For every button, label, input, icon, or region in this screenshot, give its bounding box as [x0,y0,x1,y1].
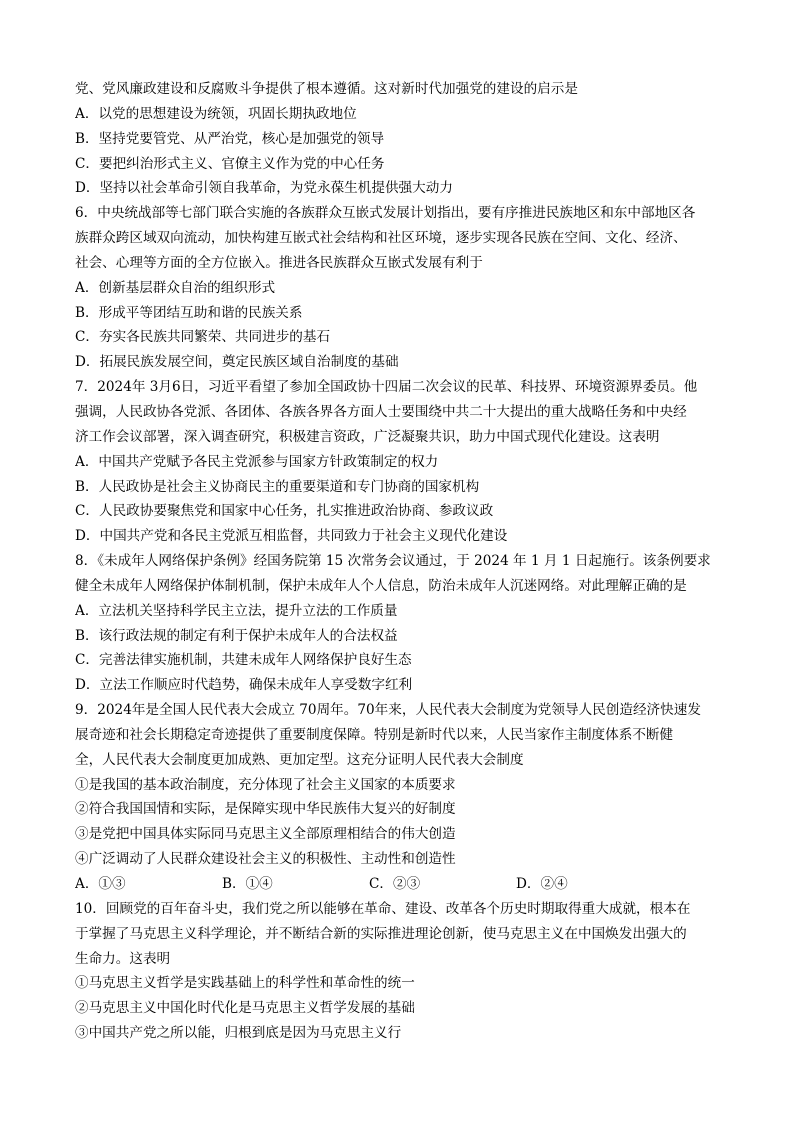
statement-3: ③中国共产党之所以能，归根到底是因为马克思主义行 [75,1025,402,1042]
choice-b: B．①④ [222,876,273,892]
question-stem-line: 6．中央统战部等七部门联合实施的各族群众互嵌式发展计划指出，要有序推进民族地区和东中部地区各 [75,205,696,222]
option-c: C．人民政协要聚焦党和国家中心任务，扎实推进政治协商、参政议政 [75,503,494,520]
option-a: A．以党的思想建设为统领，巩固长期执政地位 [75,105,357,122]
option-c: C．要把纠治形式主义、官僚主义作为党的中心任务 [75,155,385,172]
question-stem-line: 9．2024年是全国人民代表大会成立 70周年。70年来，人民代表大会制度为党领导人民创造经济快速发 [75,702,701,719]
statement-3: ③是党把中国具体实际同马克思主义全部原理相结合的伟大创造 [75,826,456,843]
choice-d: D．②④ [516,876,568,892]
question-stem-line: 于掌握了马克思主义科学理论，并不断结合新的实际推进理论创新，使马克思主义在中国焕发出强大的 [75,925,687,942]
question-stem-line: 8．《未成年人网络保护条例》经国务院第 15 次常务会议通过，于 2024 年 1 月 1 日起施行。该条例要求 [75,553,711,570]
question-stem-line: 健全未成年人网络保护体制机制，保护未成年人个人信息，防治未成年人沉迷网络。对此理解正确的是 [75,577,687,594]
choice-row [75,872,725,897]
exam-page [75,77,725,1046]
option-b: B．人民政协是社会主义协商民主的重要渠道和专门协商的国家机构 [75,478,480,495]
question-stem-line: 社会、心理等方面的全方位嵌入。推进各民族群众互嵌式发展有利于 [75,254,483,271]
option-d: D．立法工作顺应时代趋势，确保未成年人享受数字红利 [75,677,413,694]
question-stem-line: 7．2024年 3月6日，习近平看望了参加全国政协十四届二次会议的民革、科技界、环境资源界委员。他 [75,379,698,396]
option-a: A．创新基层群众自治的组织形式 [75,279,276,296]
question-stem-line: 全，人民代表大会制度更加成熟、更加定型。这充分证明人民代表大会制度 [75,751,524,768]
question-stem-line: 10．回顾党的百年奋斗史，我们党之所以能够在革命、建设、改革各个历史时期取得重大成就，根本在 [75,900,691,917]
question-6 [75,201,725,375]
statement-1: ①马克思主义哲学是实践基础上的科学性和革命性的统一 [75,975,415,992]
option-b: B．形成平等团结互助和谐的民族关系 [75,304,303,321]
question-stem-line: 生命力。这表明 [75,950,171,967]
option-c: C．夯实各民族共同繁荣、共同进步的基石 [75,329,331,346]
option-d: D．坚持以社会革命引领自我革命，为党永葆生机提供强大动力 [75,180,453,197]
choice-c: C．②③ [369,876,421,892]
option-b: B．该行政法规的制定有利于保护未成年人的合法权益 [75,627,398,644]
statement-4: ④广泛调动了人民群众建设社会主义的积极性、主动性和创造性 [75,851,456,868]
question-9 [75,698,725,897]
option-a: A．中国共产党赋予各民主党派参与国家方针政策制定的权力 [75,453,439,470]
option-d: D．中国共产党和各民主党派互相监督，共同致力于社会主义现代化建设 [75,528,508,545]
question-stem-line: 济工作会议部署，深入调查研究，积极建言资政，广泛凝聚共识，助力中国式现代化建设。这表明 [75,428,660,445]
choice-a: A．①③ [75,876,126,892]
question-stem-line: 族群众跨区域双向流动，加快构建互嵌式社会结构和社区环境，逐步实现各民族在空间、文化、经济、 [75,230,687,247]
question-stem-line: 展奇迹和社会长期稳定奇迹提供了重要制度保障。特别是新时代以来，人民当家作主制度体系不断健 [75,726,674,743]
option-b: B．坚持党要管党、从严治党，核心是加强党的领导 [75,130,385,147]
option-a: A．立法机关坚持科学民主立法，提升立法的工作质量 [75,602,398,619]
question-8 [75,549,725,698]
option-c: C．完善法律实施机制，共建未成年人网络保护良好生态 [75,652,412,669]
question-stem-line: 强调，人民政协各党派、各团体、各族各界各方面人士要围绕中共二十大提出的重大战略任务和中央经 [75,403,687,420]
statement-2: ②符合我国国情和实际，是保障实现中华民族伟大复兴的好制度 [75,801,456,818]
question-10 [75,897,725,1046]
option-d: D．拓展民族发展空间，奠定民族区域自治制度的基础 [75,354,399,371]
question-5-tail [75,77,725,201]
statement-1: ①是我国的基本政治制度，充分体现了社会主义国家的本质要求 [75,776,456,793]
question-stem-line: 党、党风廉政建设和反腐败斗争提供了根本遵循。这对新时代加强党的建设的启示是 [75,81,578,97]
statement-2: ②马克思主义中国化时代化是马克思主义哲学发展的基础 [75,1000,415,1017]
question-7 [75,375,725,549]
